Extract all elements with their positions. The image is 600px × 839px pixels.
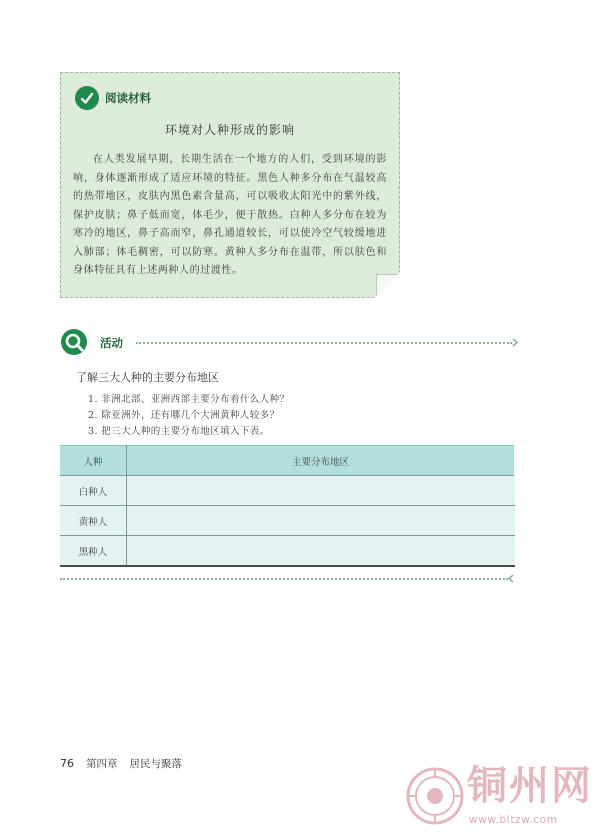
table-row <box>60 506 515 536</box>
region-cell[interactable] <box>127 476 515 506</box>
race-cell: 黑种人 <box>60 536 127 567</box>
chapter-number: 第四章 <box>86 758 118 770</box>
reading-header <box>75 85 151 111</box>
activity-subtitle: 了解三大人种的主要分布地区 <box>76 371 219 384</box>
region-cell[interactable] <box>127 536 515 567</box>
page-fold-corner <box>374 272 400 298</box>
table-row <box>60 476 515 506</box>
question-item: 1. 非洲北部、亚洲西部主要分布着什么人种？ <box>88 394 290 405</box>
activity-header <box>60 328 518 356</box>
watermark <box>405 764 595 836</box>
race-distribution-table <box>60 445 515 567</box>
table-row <box>60 536 515 567</box>
question-list <box>88 392 289 440</box>
race-cell: 黄种人 <box>60 506 127 536</box>
column-header-region: 主要分布地区 <box>127 446 515 476</box>
page-footer <box>60 756 182 771</box>
question-item: 2. 除亚洲外，还有哪几个大洲黄种人较多？ <box>88 410 280 421</box>
activity-label: 活动 <box>100 336 123 350</box>
chapter-title: 居民与聚落 <box>129 758 182 770</box>
magnifier-icon <box>60 328 88 356</box>
watermark-url: www.bltzw.com <box>469 814 558 826</box>
reading-material-box <box>60 72 400 298</box>
watermark-seal-icon <box>405 766 465 826</box>
page-number: 76 <box>60 757 74 770</box>
question-item: 3. 把三大人种的主要分布地区填入下表。 <box>88 426 270 437</box>
table-header-row <box>60 446 515 476</box>
arrow-right-icon <box>512 338 518 347</box>
reading-title: 环境对人种形成的影响 <box>164 123 295 137</box>
reading-label: 阅读材料 <box>105 91 151 105</box>
region-cell[interactable] <box>127 506 515 536</box>
race-cell: 白种人 <box>60 476 127 506</box>
watermark-text: 铜州网 <box>467 762 593 809</box>
dotted-divider <box>60 578 508 580</box>
arrow-left-icon <box>508 574 514 583</box>
pencil-check-icon <box>75 86 99 110</box>
dotted-divider <box>136 342 512 344</box>
reading-body: 在人类发展早期，长期生活在一个地方的人们，受到环境的影响，身体逐渐形成了适应环境的特征。黑色人种多分布在气温较高的热带地区，皮肤内黑色素含量高，可以吸收太阳光中的紫外线，保护皮肤；鼻子低而宽，体毛少，便于散热。白种人多分布在较为寒冷的地区，鼻子高而窄，鼻孔通道较长，可以使冷空气较缓地进入肺部；体毛稠密，可以防寒。黄种人多分布在温带，所以肤色和身体特征具有上述两种人的过渡性。 <box>73 154 387 276</box>
column-header-race: 人种 <box>60 446 127 476</box>
